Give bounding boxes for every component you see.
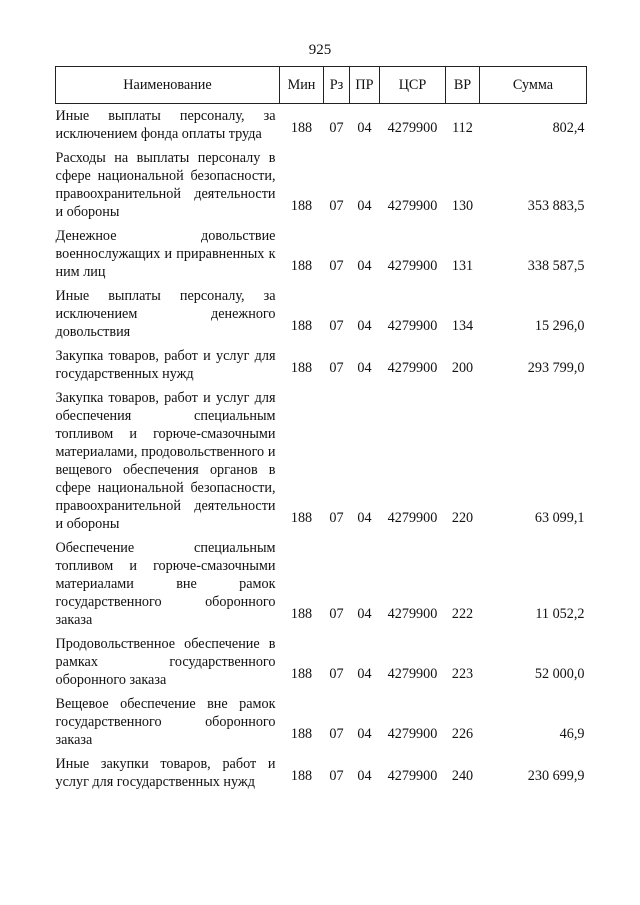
cell-vr: 130 xyxy=(451,198,474,214)
cell-vr: 131 xyxy=(451,258,474,274)
cell-min: 188 xyxy=(290,360,313,376)
cell-min: 188 xyxy=(290,318,313,334)
cell-csr: 4279900 xyxy=(387,510,438,526)
cell-sum: 338 587,5 xyxy=(527,258,585,274)
cell-sum: 802,4 xyxy=(552,120,585,136)
cell-csr: 4279900 xyxy=(387,360,438,376)
cell-sum: 353 883,5 xyxy=(527,198,585,214)
cell-pr: 04 xyxy=(357,726,372,742)
budget-table xyxy=(55,66,587,794)
table-body xyxy=(56,104,587,795)
cell-rz: 07 xyxy=(329,360,344,376)
cell-sum: 46,9 xyxy=(559,726,585,742)
cell-sum: 11 052,2 xyxy=(535,606,585,622)
cell-rz: 07 xyxy=(329,726,344,742)
table-row xyxy=(56,284,587,344)
cell-sum: 230 699,9 xyxy=(527,768,585,784)
cell-pr: 04 xyxy=(357,510,372,526)
cell-rz: 07 xyxy=(329,768,344,784)
cell-min: 188 xyxy=(290,666,313,682)
cell-rz: 07 xyxy=(329,318,344,334)
header-pr: ПР xyxy=(350,67,380,104)
cell-pr: 04 xyxy=(357,666,372,682)
table-row xyxy=(56,344,587,386)
cell-vr: 112 xyxy=(452,120,473,136)
cell-rz: 07 xyxy=(329,198,344,214)
cell-csr: 4279900 xyxy=(387,726,438,742)
table-row xyxy=(56,752,587,794)
cell-name: Обеспечение специальным топливом и горюче-смазочными материалами вне рамок государственного оборонного заказа xyxy=(55,540,276,628)
cell-rz: 07 xyxy=(329,666,344,682)
cell-name: Иные закупки товаров, работ и услуг для государственных нужд xyxy=(55,756,276,790)
cell-name: Иные выплаты персоналу, за исключением фонда оплаты труда xyxy=(55,108,276,142)
cell-name: Денежное довольствие военнослужащих и приравненных к ним лиц xyxy=(55,228,276,280)
cell-min: 188 xyxy=(290,258,313,274)
table-row xyxy=(56,692,587,752)
cell-csr: 4279900 xyxy=(387,318,438,334)
cell-sum: 52 000,0 xyxy=(534,666,585,682)
cell-name: Расходы на выплаты персоналу в сфере национальной безопасности, правоохранительной деятельности и обороны xyxy=(55,150,276,220)
cell-rz: 07 xyxy=(329,606,344,622)
table-row xyxy=(56,536,587,632)
cell-min: 188 xyxy=(290,606,313,622)
cell-rz: 07 xyxy=(329,510,344,526)
cell-csr: 4279900 xyxy=(387,120,438,136)
cell-pr: 04 xyxy=(357,606,372,622)
cell-pr: 04 xyxy=(357,258,372,274)
header-csr: ЦСР xyxy=(380,67,446,104)
cell-vr: 222 xyxy=(451,606,474,622)
cell-pr: 04 xyxy=(357,198,372,214)
cell-min: 188 xyxy=(290,726,313,742)
cell-vr: 240 xyxy=(451,768,474,784)
table-header-row xyxy=(56,67,587,104)
cell-csr: 4279900 xyxy=(387,666,438,682)
cell-vr: 220 xyxy=(451,510,474,526)
cell-min: 188 xyxy=(290,510,313,526)
header-vr: ВР xyxy=(446,67,480,104)
cell-sum: 293 799,0 xyxy=(527,360,585,376)
table-row xyxy=(56,104,587,147)
page-number: 925 xyxy=(308,42,332,58)
cell-min: 188 xyxy=(290,120,313,136)
table-row xyxy=(56,224,587,284)
cell-sum: 63 099,1 xyxy=(534,510,585,526)
cell-vr: 223 xyxy=(451,666,474,682)
cell-csr: 4279900 xyxy=(387,198,438,214)
header-min: Мин xyxy=(280,67,324,104)
cell-pr: 04 xyxy=(357,768,372,784)
table-row xyxy=(56,146,587,224)
cell-rz: 07 xyxy=(329,120,344,136)
cell-vr: 226 xyxy=(451,726,474,742)
cell-vr: 200 xyxy=(451,360,474,376)
cell-csr: 4279900 xyxy=(387,606,438,622)
cell-vr: 134 xyxy=(451,318,474,334)
cell-csr: 4279900 xyxy=(387,768,438,784)
cell-csr: 4279900 xyxy=(387,258,438,274)
header-name: Наименование xyxy=(56,67,280,104)
cell-pr: 04 xyxy=(357,120,372,136)
cell-min: 188 xyxy=(290,768,313,784)
table-row xyxy=(56,386,587,536)
cell-rz: 07 xyxy=(329,258,344,274)
cell-pr: 04 xyxy=(357,360,372,376)
cell-name: Закупка товаров, работ и услуг для государственных нужд xyxy=(55,348,276,382)
header-sum: Сумма xyxy=(480,67,587,104)
cell-name: Иные выплаты персоналу, за исключением денежного довольствия xyxy=(55,288,276,340)
cell-pr: 04 xyxy=(357,318,372,334)
header-rz: Рз xyxy=(324,67,350,104)
cell-name: Закупка товаров, работ и услуг для обеспечения специальным топливом и горюче-смазочными материалами, продовольственного и вещевого обеспечения органов в сфере национальной безопасности, правоохранительной деятельности и обороны xyxy=(55,390,276,532)
cell-name: Продовольственное обеспечение в рамках государственного оборонного заказа xyxy=(55,636,276,688)
table-row xyxy=(56,632,587,692)
cell-sum: 15 296,0 xyxy=(534,318,585,334)
cell-min: 188 xyxy=(290,198,313,214)
cell-name: Вещевое обеспечение вне рамок государственного оборонного заказа xyxy=(55,696,276,748)
